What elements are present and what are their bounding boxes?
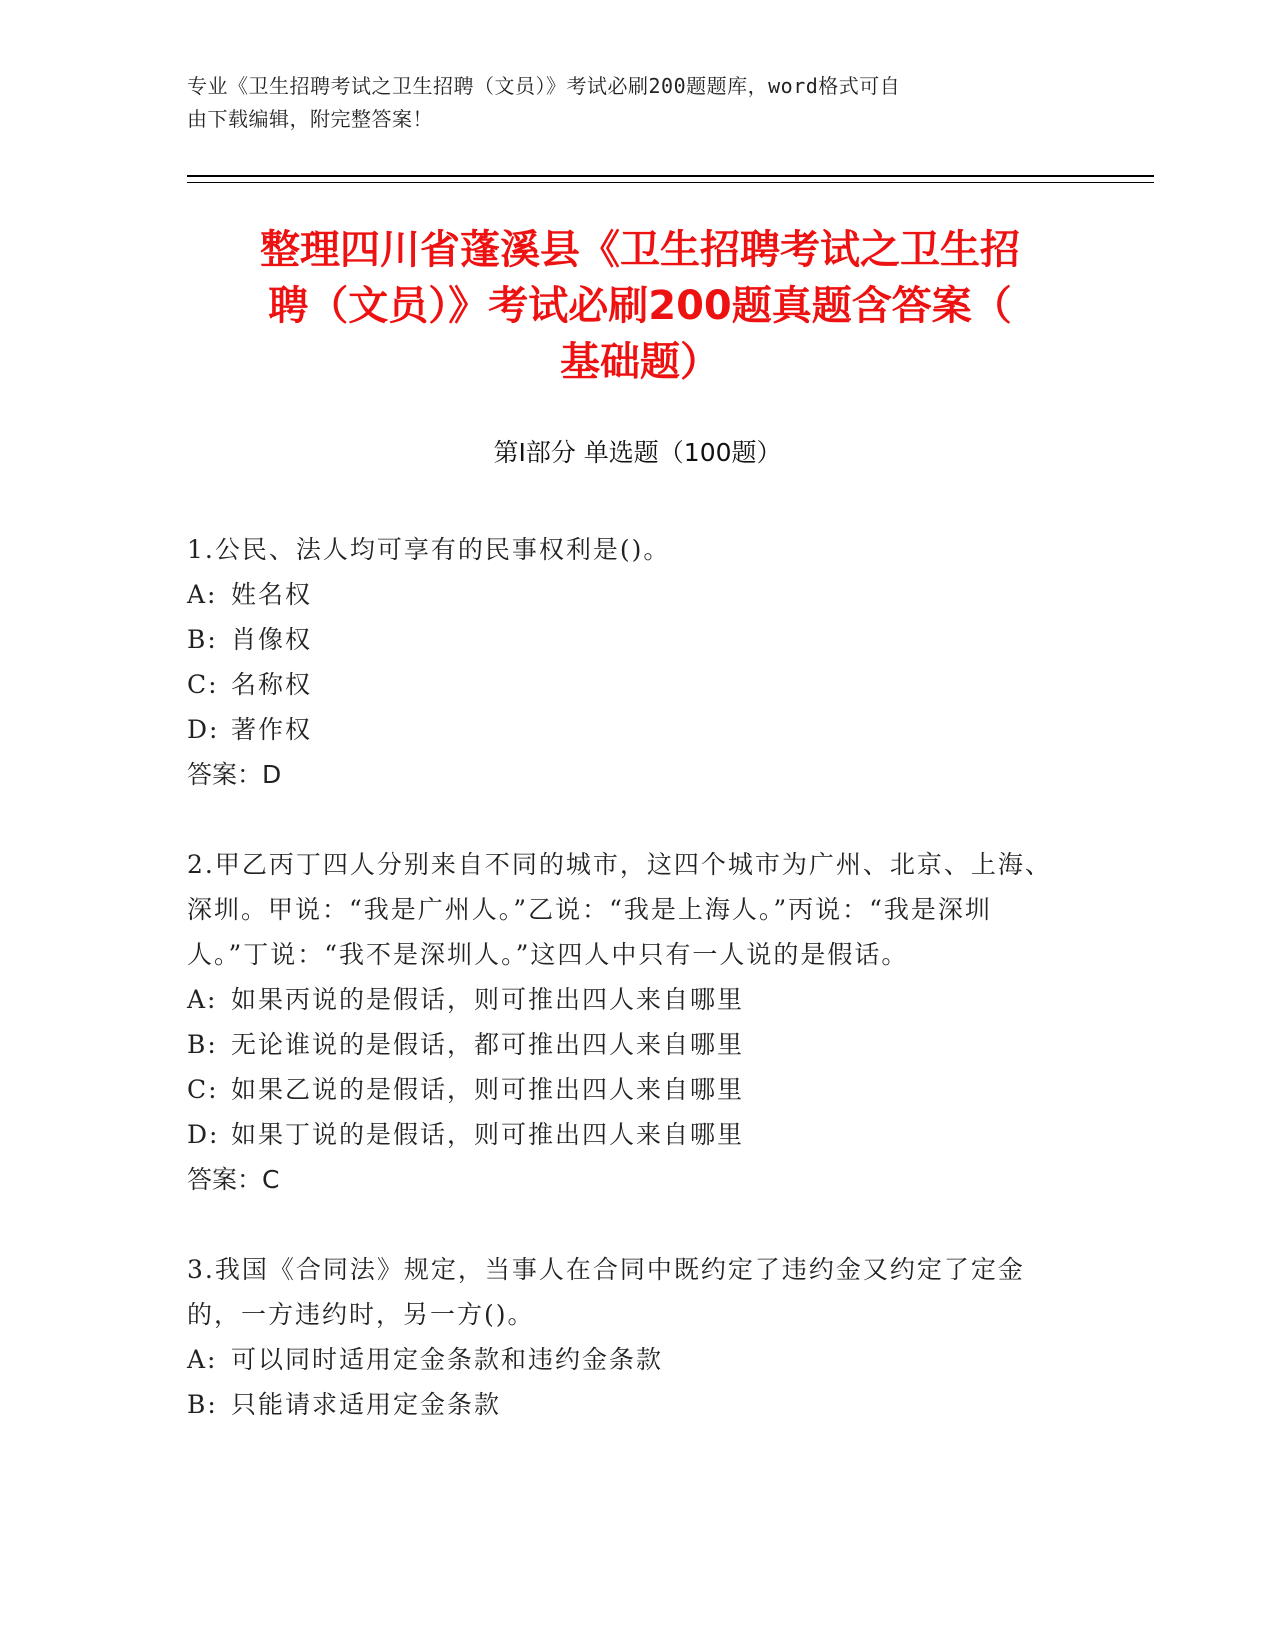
question-list [187,527,1067,1472]
option-letter: B: [187,1390,218,1419]
option-letter: B: [187,1030,218,1059]
option-d [187,1112,1067,1157]
header-rule-thick [187,175,1154,177]
option-text: 如果乙说的是假话，则可推出四人来自哪里 [231,1075,745,1104]
header-rule-thin [187,182,1154,183]
option-text: 可以同时适用定金条款和违约金条款 [231,1345,664,1374]
option-a [187,572,1067,617]
question-1 [187,527,1067,797]
title-line-2: 聘（文员）》考试必刷200题真题含答案（ [268,283,1012,329]
option-text: 姓名权 [231,580,313,609]
option-text: 肖像权 [231,625,313,654]
option-d [187,707,1067,752]
option-text: 著作权 [231,715,313,744]
option-letter: A: [187,580,218,609]
answer-line: 答案：D [187,760,282,789]
question-3 [187,1247,1067,1427]
option-letter: B: [187,625,218,654]
question-2 [187,842,1067,1202]
option-c [187,662,1067,707]
intro-line-1: 专业《卫生招聘考试之卫生招聘（文员）》考试必刷200题题库，word格式可自 [187,74,901,98]
option-a [187,1337,1067,1382]
option-b [187,1022,1067,1067]
option-letter: C: [187,670,219,699]
option-letter: A: [187,985,218,1014]
section-heading: 第Ⅰ部分 单选题（100题） [493,438,782,467]
question-stem: 1.公民、法人均可享有的民事权利是()。 [187,535,671,564]
intro-line-2: 由下载编辑，附完整答案！ [187,107,433,131]
option-text: 如果丁说的是假话，则可推出四人来自哪里 [231,1120,745,1149]
option-c [187,1067,1067,1112]
document-title [190,222,1090,390]
option-b [187,1382,1067,1427]
title-line-1: 整理四川省蓬溪县《卫生招聘考试之卫生招 [260,227,1020,273]
option-a [187,977,1067,1022]
intro-text [187,70,1067,136]
option-letter: D: [187,1120,220,1149]
option-text: 无论谁说的是假话，都可推出四人来自哪里 [231,1030,745,1059]
option-letter: C: [187,1075,219,1104]
option-letter: A: [187,1345,218,1374]
answer-line: 答案：C [187,1165,280,1194]
option-letter: D: [187,715,220,744]
option-b [187,617,1067,662]
question-stem: 2.甲乙丙丁四人分别来自不同的城市，这四个城市为广州、北京、上海、深圳。甲说：“我是广州人。”乙说：“我是上海人。”丙说：“我是深圳人。”丁说：“我不是深圳人。”这四人中只有一人说的是假话。 [187,850,1052,969]
question-stem: 3.我国《合同法》规定，当事人在合同中既约定了违约金又约定了定金的，一方违约时，另一方()。 [187,1255,1025,1329]
option-text: 如果丙说的是假话，则可推出四人来自哪里 [231,985,745,1014]
option-text: 名称权 [231,670,313,699]
title-line-3: 基础题） [560,339,720,385]
option-text: 只能请求适用定金条款 [231,1390,502,1419]
